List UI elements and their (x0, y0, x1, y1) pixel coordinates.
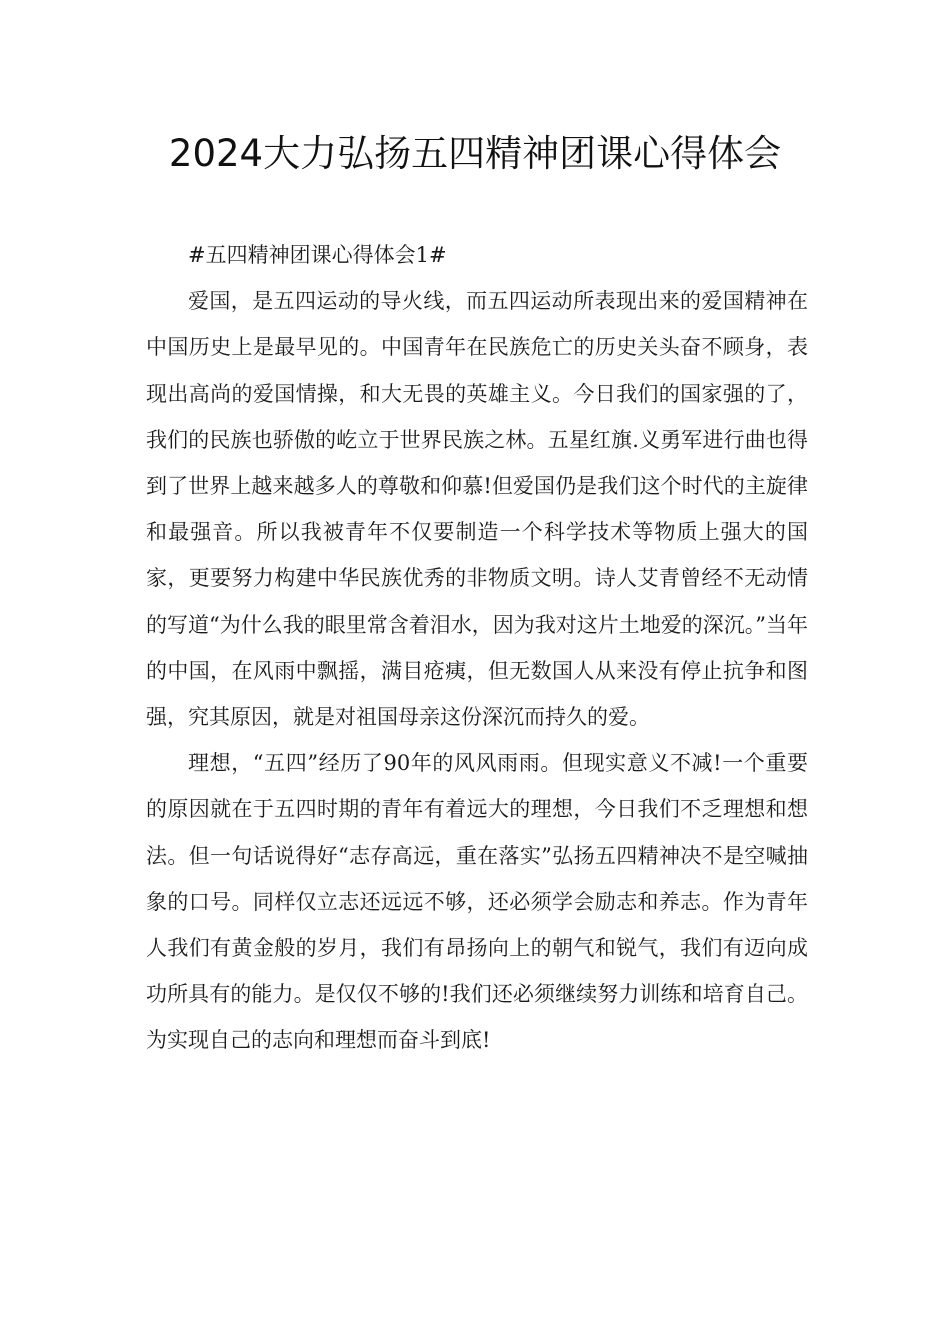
paragraph-patriotism: 爱国，是五四运动的导火线，而五四运动所表现出来的爱国精神在中国历史上是最早见的。中国青年在民族危亡的历史关头奋不顾身，表现出高尚的爱国情操，和大无畏的英雄主义。今日我们的国家强的了，我们的民族也骄傲的屹立于世界民族之林。五星红旗.义勇军进行曲也得到了世界上越来越多人的尊敬和仰慕!但爱国仍是我们这个时代的主旋律和最强音。所以我被青年不仅要制造一个科学技术等物质上强大的国家，更要努力构建中华民族优秀的非物质文明。诗人艾青曾经不无动情的写道“为什么我的眼里常含着泪水，因为我对这片土地爱的深沉。”当年的中国，在风雨中飘摇，满目疮痍，但无数国人从来没有停止抗争和图强，究其原因，就是对祖国母亲这份深沉而持久的爱。 (146, 289, 808, 730)
document-body (146, 232, 808, 1064)
document-title: 2024大力弘扬五四精神团课心得体会 (168, 132, 782, 175)
section-heading: #五四精神团课心得体会1# (188, 243, 447, 267)
paragraph-ideals: 理想，“五四”经历了90年的风风雨雨。但现实意义不减!一个重要的原因就在于五四时期的青年有着远大的理想，今日我们不乏理想和想法。但一句话说得好“志存高远，重在落实”弘扬五四精神决不是空喊抽象的口号。同样仅立志还远远不够，还必须学会励志和养志。作为青年人我们有黄金般的岁月，我们有昂扬向上的朝气和锐气，我们有迈向成功所具有的能力。是仅仅不够的!我们还必须继续努力训练和培育自己。为实现自己的志向和理想而奋斗到底! (146, 751, 808, 1053)
